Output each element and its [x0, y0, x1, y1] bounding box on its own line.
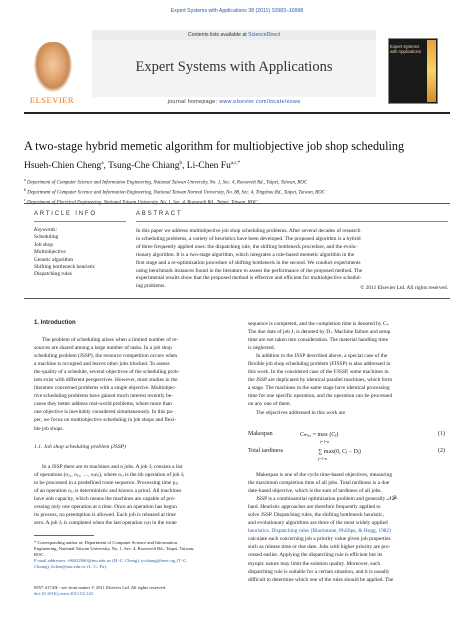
body-line: difficult to determine which one of the rules should be applied. The — [248, 576, 394, 583]
body-line: cessing only one operation at a time. Once an operation has begun — [34, 504, 177, 511]
sciencedirect-link[interactable]: ScienceDirect — [248, 32, 281, 38]
article-info-label: ARTICLE INFO — [34, 211, 97, 217]
equation-number: (1) — [438, 431, 445, 437]
abstract-line: ing problems. — [136, 283, 166, 290]
abstract-label-rule — [136, 221, 448, 222]
body-line: of an operation oⱼⱼ is deterministic and known a priori. All machines — [34, 488, 182, 495]
body-line: The due date of job Jⱼ is denoted by Dⱼ. Machine failure and setup — [248, 329, 391, 336]
body-line: scheduling problem (JSSP), the resource competition occurs when — [34, 353, 178, 360]
body-line: hard. Heuristic approaches are therefore frequently applied to — [248, 504, 381, 511]
homepage-prefix: journal homepage: — [167, 99, 218, 105]
header-rule — [24, 112, 450, 114]
body-line: Makespan is one of the cycle time-based objectives, measuring — [256, 472, 393, 478]
affiliation-line — [24, 187, 454, 197]
body-line: sources are shared among a large number of tasks. In a job shop — [34, 345, 172, 352]
equation-label: Makespan — [248, 431, 273, 437]
abstract-line: of three frequently applied ones: the dispatching rule, the shifting bottleneck procedure, and the evolu- — [136, 243, 358, 250]
abstract-bottom-rule — [24, 298, 450, 299]
abstract-line: using benchmark instances found in the literature to assess the performance of the proposed method. The — [136, 267, 363, 274]
abstract-line: In this paper we address multiobjective job shop scheduling problems. After several decades of research — [136, 228, 361, 234]
body-line: date-based objective, which is the sum of tardiness of all jobs. — [248, 488, 382, 495]
keyword: Multiobjective — [34, 249, 66, 256]
affiliation-line — [24, 177, 454, 187]
body-line: the quality of a schedule, several objectives of the scheduling prob- — [34, 369, 180, 376]
journal-homepage — [92, 99, 376, 105]
cover-graphic — [427, 40, 436, 102]
body-line: its process, no preemption is allowed. Each job is released at time — [34, 512, 176, 519]
cover-title: Expert Systems with Applications — [390, 44, 421, 54]
author-list: Hsueh-Chien Cheng$^a$, Tsung-Che Chiang$^b$, Li-Chen $Fu^{a,c,*}$ — [24, 161, 241, 172]
body-line: the maximum completion time of all jobs. Total tardiness is a due — [248, 480, 390, 487]
body-line: calculate each concerning job a priority value given job properties — [248, 536, 391, 543]
right-paragraph-1 — [248, 320, 450, 417]
body-line: solve JSSP. Dispatching rules, the shifting bottleneck heuristic, — [248, 512, 384, 519]
footnote-line: Engineering, National Taiwan University, No. 1, Sec. 4, Roosevelt Rd., Taipei, Taiwan, — [34, 546, 195, 551]
body-line: In a JSSP there are m machines and n jobs. A job Jⱼ consists a list — [42, 464, 183, 470]
body-line: a stage. The machines in the same stage have identical processing — [248, 385, 390, 392]
body-line: JSSP is a combinatorial optimization problem and generally 𝒩𝒫- — [256, 496, 398, 503]
info-label-rule — [34, 221, 126, 222]
journal-reference: Expert Systems with Applications 38 (2011) 10983–10998 — [170, 8, 304, 14]
issn-line: 0957-4174/$ - see front matter © 2011 Elsevier Ltd. All rights reserved. — [34, 585, 167, 590]
author-name[interactable]: Li-Chen Fu — [186, 161, 231, 172]
body-line: per, we focus on multiobjective scheduling in job shops and flexi- — [34, 417, 177, 424]
footnote-rule — [34, 535, 94, 536]
body-line: on any one of them. — [248, 401, 291, 408]
equation-expression: Cₘₐₓ = max (Cⱼ) — [300, 432, 339, 438]
body-line: one objective is inevitably considered simultaneously. In this pa- — [34, 409, 174, 416]
body-line: literature concerned problems with a single objective. Multiobjec- — [34, 385, 177, 392]
affiliation-mark: c — [24, 197, 26, 203]
body-line: sequence is completed, and the completion time is denoted by Cⱼ. — [248, 321, 390, 327]
body-line: have unit capacity, which means the machines are capable of pro- — [34, 496, 176, 503]
section-heading: 1. Introduction — [34, 320, 76, 326]
abstract-text — [136, 228, 448, 291]
body-line: a machine is occupied and leaves other jobs blocked. To assess — [34, 361, 170, 368]
body-line: of operations (oⱼ₁, oⱼ₂, …, oⱼnⱼ), where oⱼⱼ is the ith operation of job Jⱼ — [34, 472, 185, 479]
body-line: The objectives addressed in this work are — [256, 409, 346, 416]
equation-subscript: j=1~n — [320, 440, 330, 444]
author-affil-mark: b — [179, 161, 183, 166]
abstract-line: in scheduling problems, a variety of heuristics have been developed. The proposed algorithm is a hybrid — [136, 235, 361, 242]
footnote-line[interactable]: Chiang), lichen@ntu.edu.tw (L.-C. Fu). — [34, 564, 107, 569]
elsevier-tree-logo — [34, 42, 72, 92]
author-affil-mark: a — [101, 161, 104, 166]
body-line: flexible job shop scheduling problem (FJSSP) is also addressed in — [248, 361, 391, 368]
author-name[interactable]: Hsueh-Chien Cheng — [24, 161, 102, 172]
footnote-line: ROC. — [34, 552, 45, 557]
publisher-logo-text: ELSEVIER — [29, 95, 75, 105]
keyword: Dispatching rules — [34, 271, 72, 278]
keyword: Shifting bottleneck heuristic — [34, 264, 96, 271]
intro-paragraph — [34, 336, 234, 433]
abstract-line: tionary algorithm. It is a two-stage algorithm, which integrates a rule-based memetic algorithm in the — [136, 251, 355, 258]
body-line: cessed earlier. Applying the dispatching rule is efficient but its — [248, 552, 383, 559]
keywords-block — [34, 227, 124, 279]
body-line: The problem of scheduling arises when a limited number of re- — [42, 337, 179, 343]
body-line: dispatching rule is suitable for a certain situation, and it is usually — [248, 568, 390, 575]
equation-subscript: j=1~n — [318, 457, 328, 461]
article-title: A two-stage hybrid memetic algorithm for multiobjective job shop scheduling — [24, 139, 405, 153]
doi-link[interactable]: doi:10.1016/j.eswa.2011.02.142 — [34, 591, 93, 596]
keyword: Scheduling — [34, 234, 59, 241]
body-line: and evolutionary algorithms are three of the most widely applied — [248, 520, 388, 527]
abstract-line: experimental results show that the proposed method is effective and efficient for multiobjective schedul- — [136, 275, 362, 282]
affiliation-rule — [24, 203, 450, 204]
body-line: cause they better address real-world problems, where more than — [34, 401, 172, 408]
body-line: this work. In the considered case of the FJSSP, some machines in — [248, 369, 389, 376]
doi-block — [34, 585, 264, 597]
jssp-paragraph — [34, 463, 234, 527]
affiliation-mark: a — [24, 177, 26, 182]
equation-label: Total tardiness — [248, 448, 284, 454]
contents-prefix: Contents lists available at — [187, 32, 247, 38]
body-line: time are not taken into consideration. The material handling time — [248, 337, 389, 344]
body-line: is neglected. — [248, 345, 275, 352]
equation-expression: ∑ max(0, Cⱼ − Dⱼ) — [318, 449, 361, 455]
author-name[interactable]: Tsung-Che Chiang — [108, 161, 180, 172]
affiliation-text: Department of Computer Science and Information Engineering, National Taiwan Normal University, No. 88, Sec. 4, Tingzhou Rd., Taipei, Taiwan, ROC — [27, 190, 325, 196]
body-line: lem exist with different perspectives. However, most studies in the — [34, 377, 178, 384]
abstract-line: first stage and a re-optimization procedure of shifting bottleneck in the second. We conduct experiments — [136, 259, 361, 266]
keywords-heading: Keywords: — [34, 227, 58, 233]
body-line-citation[interactable]: heuristics. Dispatching rules (Blackstone, Phillips, & Hogg, 1982) — [248, 528, 391, 535]
footnote-line: * Corresponding author at: Department of Computer Science and Information — [34, 540, 178, 545]
copyright-notice: © 2011 Elsevier Ltd. All rights reserved. — [360, 285, 448, 291]
affiliation-text: Department of Computer Science and Information Engineering, National Taiwan University, No. 1, Sec. 4, Roosevelt Rd., Taipei, Taiwan, ROC — [27, 180, 308, 186]
subsection-heading: 1.1. Job shop scheduling problem (JSSP) — [34, 444, 126, 450]
body-line: tive scheduling problems have gained much interest recently be- — [34, 393, 173, 400]
journal-title: Expert Systems with Applications — [135, 59, 333, 75]
keyword: Genetic algorithm — [34, 256, 74, 263]
affiliation-mark: b — [24, 187, 26, 193]
keyword: Job shop — [34, 241, 54, 248]
body-line: time for one specific operation, and the operation can be processed — [248, 393, 393, 400]
body-line: zero. A job Jⱼ is completed when the last operation oⱼn in the route — [34, 520, 177, 527]
author-affil-mark: a,c,* — [230, 161, 241, 166]
right-paragraph-2 — [248, 471, 450, 584]
body-line: to be processed in a predefined route sequence. Processing time pⱼⱼ — [34, 480, 179, 487]
body-line: myopic nature may limit the solution quality. Moreover, each — [248, 560, 381, 567]
footnote — [34, 540, 234, 570]
footnote-line[interactable]: E-mail addresses: r96922060@ntu.edu.tw (H.-C. Cheng), tcchiang@ieee.org (T.-C. — [34, 558, 188, 563]
equation-number: (2) — [438, 448, 445, 454]
abstract-label: ABSTRACT — [136, 211, 183, 217]
contents-bar — [92, 30, 376, 40]
body-line: ble job shops. — [34, 425, 64, 432]
body-line: the JSSP are duplicated by identical parallel machines, which form — [248, 377, 393, 384]
homepage-link[interactable]: www.elsevier.com/locate/eswa — [219, 99, 301, 105]
body-line: such as release time or due date. Jobs with higher priority are pro- — [248, 544, 391, 551]
body-line: In addition to the JSSP described above, a special case of the — [256, 353, 388, 360]
